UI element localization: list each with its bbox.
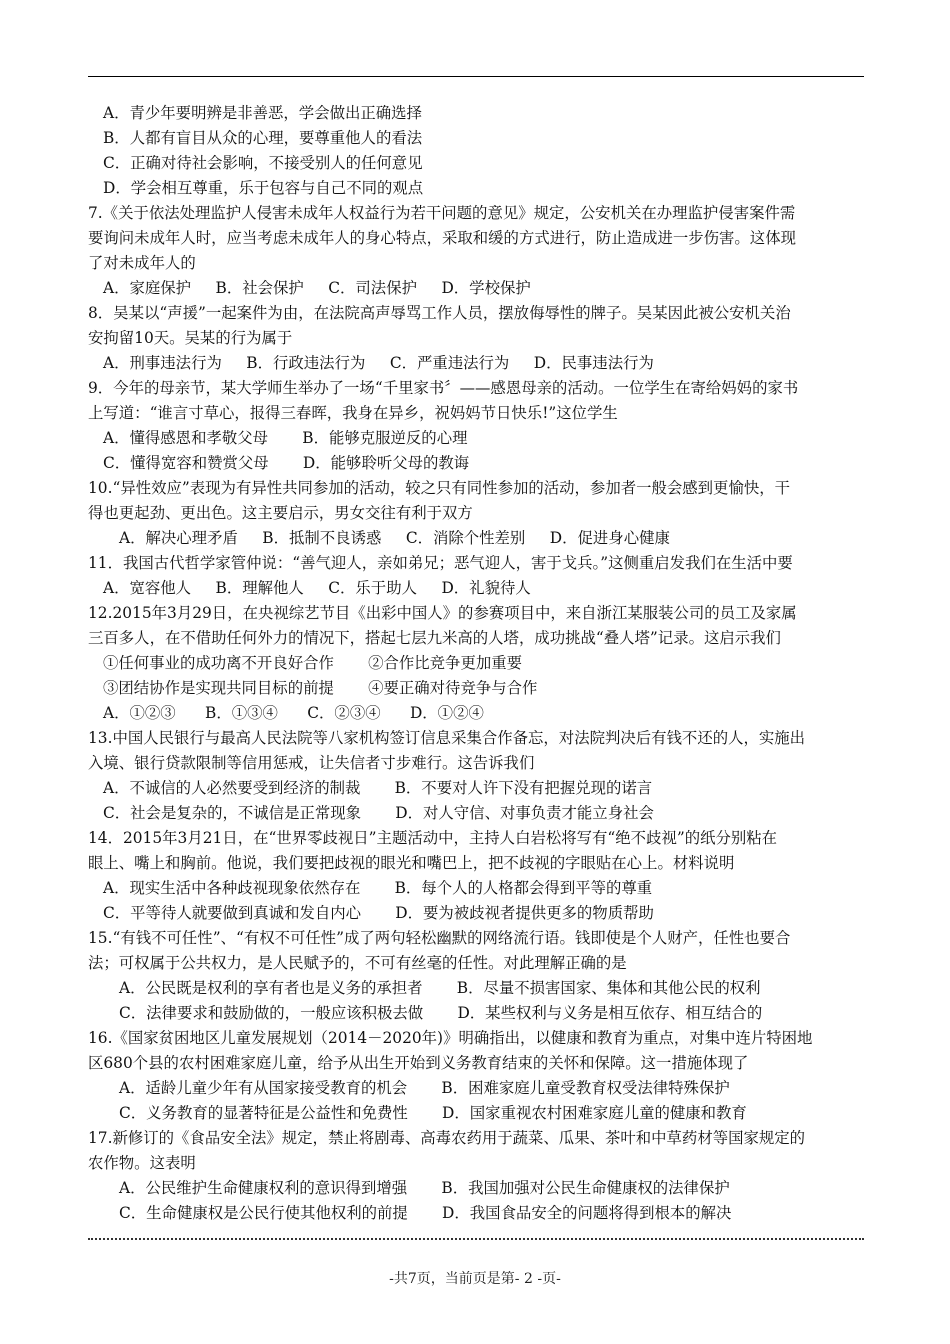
footer-dotted-rule: [88, 1238, 864, 1240]
question-17-options-cd: C．生命健康权是公民行使其他权利的前提 D．我国食品安全的问题将得到根本的解决: [119, 1204, 732, 1222]
question-9-line-1: 9．今年的母亲节，某大学师生举办了一场“千里家书〞——感恩母亲的活动。一位学生在寄给妈妈的家书: [88, 379, 799, 397]
question-9-options-cd: C．懂得宽容和赞赏父母 D．能够聆听父母的教诲: [103, 454, 470, 472]
question-15-options-ab: A．公民既是权利的享有者也是义务的承担者 B．尽量不损害国家、集体和其他公民的权利: [119, 979, 761, 997]
question-7-line-3: 了对未成年人的: [88, 254, 196, 272]
question-17-line-2: 农作物。这表明: [88, 1154, 196, 1172]
exam-content: [88, 101, 868, 1226]
option-6b: B．人都有盲目从众的心理，要尊重他人的看法: [103, 129, 423, 147]
question-16-line-2: 区680个县的农村困难家庭儿童，给予从出生开始到义务教育结束的关怀和保障。这一措施体现了: [88, 1054, 749, 1072]
question-12-options: A．①②③ B．①③④ C．②③④ D．①②④: [103, 704, 484, 722]
question-16-options-cd: C．义务教育的显著特征是公益性和免费性 D．国家重视农村困难家庭儿童的健康和教育: [119, 1104, 747, 1122]
question-15-line-2: 法；可权属于公共权力，是人民赋予的，不可有丝毫的任性。对此理解正确的是: [88, 954, 627, 972]
question-14-options-ab: A．现实生活中各种歧视现象依然存在 B．每个人的人格都会得到平等的尊重: [103, 879, 653, 897]
question-16-line-1: 16.《国家贫困地区儿童发展规划（2014－2020年)》明确指出，以健康和教育为重点，对集中连片特困地: [88, 1029, 813, 1047]
question-8-options: A．刑事违法行为 B．行政违法行为 C．严重违法行为 D．民事违法行为: [103, 354, 654, 372]
question-10-line-1: 10.“异性效应”表现为有异性共同参加的活动，较之只有同性参加的活动，参加者一般会感到更愉快，干: [88, 479, 791, 497]
question-14-line-2: 眼上、嘴上和胸前。他说，我们要把歧视的眼光和嘴巴上，把不歧视的字眼贴在心上。材料说明: [88, 854, 735, 872]
option-6c: C．正确对待社会影响，不接受别人的任何意见: [103, 154, 423, 172]
question-16-options-ab: A．适龄儿童少年有从国家接受教育的机会 B．困难家庭儿童受教育权受法律特殊保护: [119, 1079, 730, 1097]
header-rule: [88, 76, 864, 77]
question-11-options: A．宽容他人 B．理解他人 C．乐于助人 D．礼貌待人: [103, 579, 531, 597]
question-8-line-1: 8．吴某以“声援”一起案件为由，在法院高声辱骂工作人员，摆放侮辱性的牌子。吴某因此被公安机关治: [88, 304, 791, 322]
question-13-line-1: 13.中国人民银行与最高人民法院等八家机构签订信息采集合作备忘，对法院判决后有钱不还的人，实施出: [88, 729, 806, 747]
question-9-line-2: 上写道：“谁言寸草心，报得三春晖，我身在异乡，祝妈妈节日快乐!”这位学生: [88, 404, 618, 422]
question-7-line-2: 要询问未成年人时，应当考虑未成年人的身心特点，采取和缓的方式进行，防止造成进一步伤害。这体现: [88, 229, 796, 247]
question-14-options-cd: C．平等待人就要做到真诚和发自内心 D．要为被歧视者提供更多的物质帮助: [103, 904, 654, 922]
question-15-line-1: 15.“有钱不可任性”、“有权不可任性”成了两句轻松幽默的网络流行语。钱即使是个人财产，任性也要合: [88, 929, 791, 947]
question-12-statements-12: ①任何事业的成功离不开良好合作 ②合作比竞争更加重要: [103, 654, 523, 672]
question-10-options: A．解决心理矛盾 B．抵制不良诱惑 C．消除个性差别 D．促进身心健康: [119, 529, 670, 547]
question-12-line-1: 12.2015年3月29日，在央视综艺节目《出彩中国人》的参赛项目中，来自浙江某服装公司的员工及家属: [88, 604, 797, 622]
question-11-line-1: 11．我国古代哲学家管仲说：“善气迎人，亲如弟兄；恶气迎人，害于戈兵。”这侧重启发我们在生活中要: [88, 554, 793, 572]
question-12-statements-34: ③团结协作是实现共同目标的前提 ④要正确对待竞争与合作: [103, 679, 538, 697]
option-6a: A．青少年要明辨是非善恶，学会做出正确选择: [103, 104, 422, 122]
question-10-line-2: 得也更起劲、更出色。这主要启示，男女交往有利于双方: [88, 504, 473, 522]
question-12-line-2: 三百多人，在不借助任何外力的情况下，搭起七层九米高的人塔，成功挑战“叠人塔”记录。这启示我们: [88, 629, 781, 647]
page-footer: -共7页，当前页是第- 2 -页-: [389, 1271, 561, 1287]
question-9-options-ab: A．懂得感恩和孝敬父母 B．能够克服逆反的心理: [103, 429, 468, 447]
option-6d: D．学会相互尊重，乐于包容与自己不同的观点: [103, 179, 424, 197]
question-8-line-2: 安拘留10天。吴某的行为属于: [88, 329, 293, 347]
question-13-line-2: 入境、银行贷款限制等信用惩戒，让失信者寸步难行。这告诉我们: [88, 754, 535, 772]
question-7-options: A．家庭保护 B．社会保护 C．司法保护 D．学校保护: [103, 279, 531, 297]
question-13-options-ab: A．不诚信的人必然要受到经济的制裁 B．不要对人许下没有把握兑现的诺言: [103, 779, 653, 797]
question-17-options-ab: A．公民维护生命健康权利的意识得到增强 B．我国加强对公民生命健康权的法律保护: [119, 1179, 730, 1197]
question-15-options-cd: C．法律要求和鼓励做的，一般应该积极去做 D．某些权利与义务是相互依存、相互结合的: [119, 1004, 763, 1022]
question-14-line-1: 14．2015年3月21日，在“世界零歧视日”主题活动中，主持人白岩松将写有“绝不歧视”的纸分别粘在: [88, 829, 778, 847]
question-13-options-cd: C．社会是复杂的，不诚信是正常现象 D．对人守信、对事负责才能立身社会: [103, 804, 654, 822]
question-7-line-1: 7.《关于依法处理监护人侵害未成年人权益行为若干问题的意见》规定，公安机关在办理监护侵害案件需: [88, 204, 796, 222]
question-17-line-1: 17.新修订的《食品安全法》规定，禁止将剧毒、高毒农药用于蔬菜、瓜果、茶叶和中草药材等国家规定的: [88, 1129, 806, 1147]
